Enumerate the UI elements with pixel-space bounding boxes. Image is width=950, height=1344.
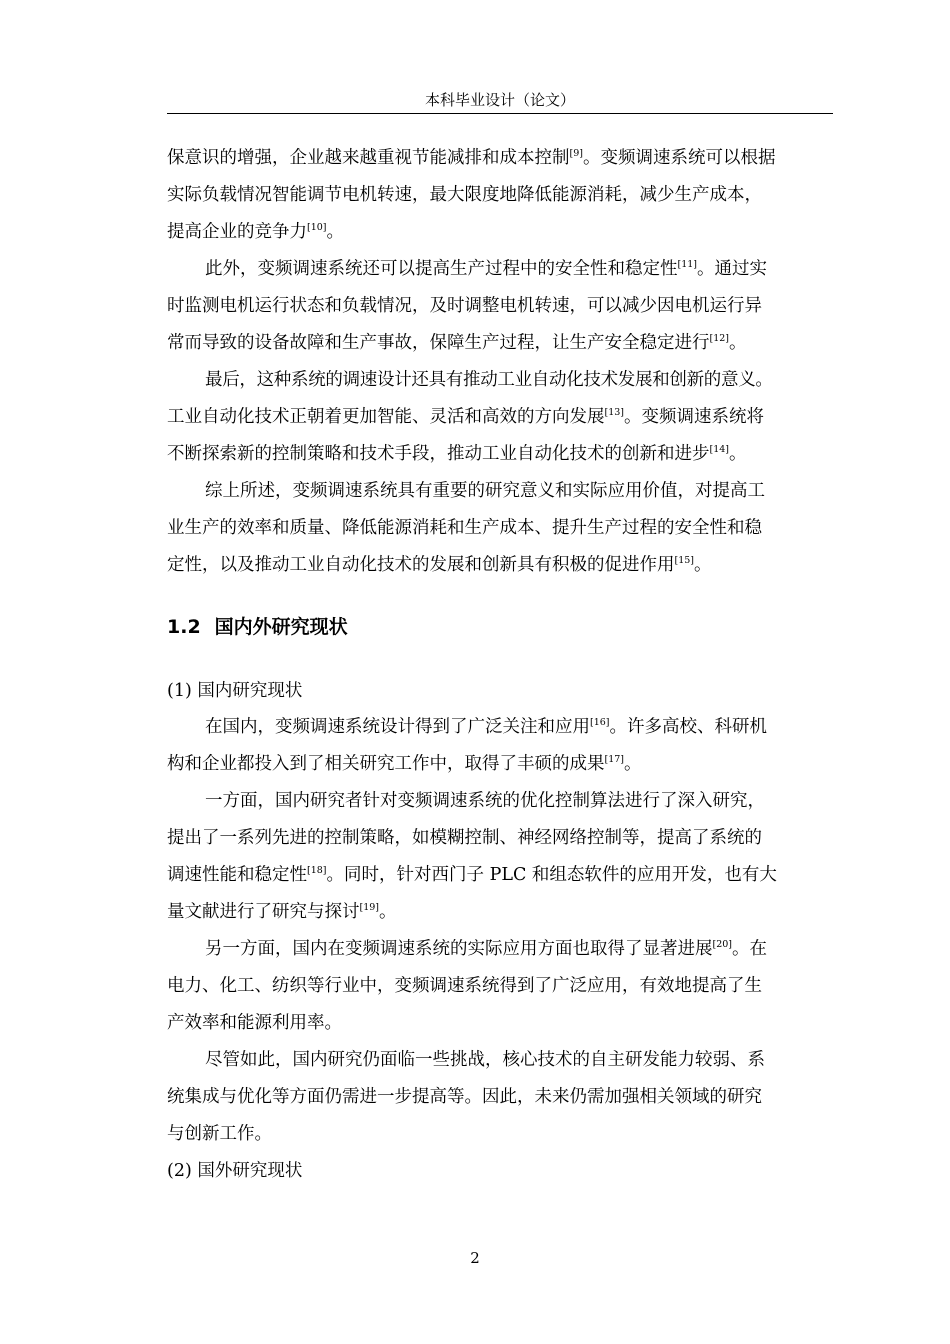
body-line: 定性，以及推动工业自动化技术的发展和创新具有积极的促进作用[15]。: [167, 555, 712, 575]
citation: [15]: [674, 555, 695, 566]
body-line: 提高企业的竞争力[10]。: [167, 222, 345, 242]
body-line: 工业自动化技术正朝着更加智能、灵活和高效的方向发展[13]。变频调速系统将: [167, 407, 765, 427]
citation: [11]: [677, 259, 698, 270]
citation: [13]: [604, 407, 625, 418]
section-number: 1.2: [167, 616, 201, 638]
body-line: 提出了一系列先进的控制策略，如模糊控制、神经网络控制等，提高了系统的: [167, 828, 762, 848]
body-line: 调速性能和稳定性[18]。同时，针对西门子 PLC 和组态软件的应用开发，也有大: [167, 865, 777, 885]
body-line: 构和企业都投入到了相关研究工作中，取得了丰硕的成果[17]。: [167, 754, 642, 774]
section-title: 国内外研究现状: [214, 616, 348, 638]
header-rule: [167, 113, 833, 114]
body-line: 一方面，国内研究者针对变频调速系统的优化控制算法进行了深入研究，: [205, 791, 765, 811]
body-line: 另一方面，国内在变频调速系统的实际应用方面也取得了显著进展[20]。在: [205, 939, 768, 959]
citation: [12]: [709, 333, 730, 344]
citation: [19]: [359, 902, 380, 913]
citation: [16]: [590, 717, 610, 728]
body-line: 在国内，变频调速系统设计得到了广泛关注和应用[16]。许多高校、科研机: [205, 717, 768, 737]
body-line: 尽管如此，国内研究仍面临一些挑战，核心技术的自主研发能力较弱、系: [205, 1050, 765, 1070]
subsection-label: (1) 国内研究现状: [167, 681, 303, 701]
body-line: 此外，变频调速系统还可以提高生产过程中的安全性和稳定性[11]。通过实: [205, 259, 768, 279]
body-line: 业生产的效率和质量、降低能源消耗和生产成本、提升生产过程的安全性和稳: [167, 518, 762, 538]
page-number: 2: [470, 1249, 480, 1267]
body-line: 综上所述，变频调速系统具有重要的研究意义和实际应用价值，对提高工: [205, 481, 765, 501]
body-line: 统集成与优化等方面仍需进一步提高等。因此，未来仍需加强相关领域的研究: [167, 1087, 762, 1107]
subsection-label: (2) 国外研究现状: [167, 1161, 303, 1181]
body-line: 产效率和能源利用率。: [167, 1013, 342, 1033]
citation: [14]: [709, 444, 730, 455]
body-line: 时监测电机运行状态和负载情况，及时调整电机转速，可以减少因电机运行异: [167, 296, 762, 316]
body-line: 最后，这种系统的调速设计还具有推动工业自动化技术发展和创新的意义。: [205, 370, 773, 390]
citation: [17]: [604, 754, 625, 765]
body-line: 常而导致的设备故障和生产事故，保障生产过程，让生产安全稳定进行[12]。: [167, 333, 747, 353]
body-line: 与创新工作。: [167, 1124, 272, 1144]
citation: [9]: [569, 148, 583, 159]
citation: [20]: [712, 939, 733, 950]
citation: [10]: [307, 222, 327, 233]
section-heading: [167, 614, 348, 640]
citation: [18]: [307, 865, 327, 876]
body-line: 实际负载情况智能调节电机转速，最大限度地降低能源消耗，减少生产成本，: [167, 185, 762, 205]
body-line: 保意识的增强，企业越来越重视节能减排和成本控制[9]。变频调速系统可以根据: [167, 148, 776, 168]
running-header: 本科毕业设计（论文）: [424, 91, 575, 109]
body-line: 量文献进行了研究与探讨[19]。: [167, 902, 397, 922]
body-line: 电力、化工、纺织等行业中，变频调速系统得到了广泛应用，有效地提高了生: [167, 976, 762, 996]
body-line: 不断探索新的控制策略和技术手段，推动工业自动化技术的创新和进步[14]。: [167, 444, 747, 464]
